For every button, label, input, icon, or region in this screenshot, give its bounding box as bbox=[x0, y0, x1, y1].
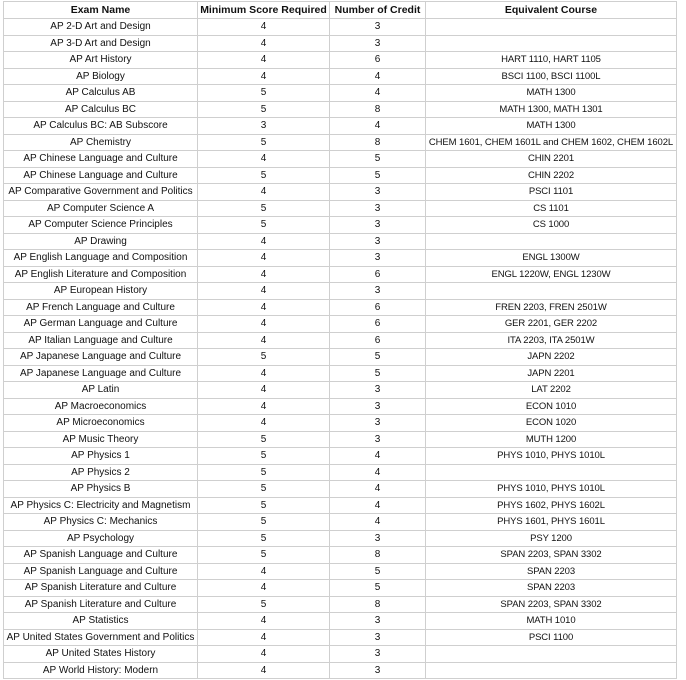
cell-minimum-score[interactable]: 4 bbox=[198, 299, 330, 316]
table-row bbox=[4, 431, 677, 448]
cell-number-of-credit[interactable]: 5 bbox=[330, 365, 426, 382]
cell-exam-name[interactable]: AP Physics 1 bbox=[4, 448, 198, 465]
cell-exam-name[interactable]: AP Physics C: Mechanics bbox=[4, 514, 198, 531]
table-row bbox=[4, 316, 677, 333]
table-row bbox=[4, 464, 677, 481]
cell-equivalent-course[interactable]: JAPN 2201 bbox=[426, 365, 677, 382]
cell-number-of-credit[interactable]: 6 bbox=[330, 332, 426, 349]
cell-exam-name[interactable]: AP Spanish Literature and Culture bbox=[4, 580, 198, 597]
cell-equivalent-course[interactable] bbox=[426, 35, 677, 52]
cell-equivalent-course[interactable]: CHIN 2201 bbox=[426, 151, 677, 168]
cell-exam-name[interactable]: AP 3-D Art and Design bbox=[4, 35, 198, 52]
table-row bbox=[4, 547, 677, 564]
cell-exam-name[interactable]: AP Biology bbox=[4, 68, 198, 85]
cell-number-of-credit[interactable]: 5 bbox=[330, 349, 426, 366]
cell-number-of-credit[interactable]: 4 bbox=[330, 118, 426, 135]
cell-equivalent-course[interactable]: CHEM 1601, CHEM 1601L and CHEM 1602, CHEM 1602L bbox=[426, 134, 677, 151]
cell-minimum-score[interactable]: 4 bbox=[198, 283, 330, 300]
cell-number-of-credit[interactable]: 3 bbox=[330, 200, 426, 217]
cell-minimum-score[interactable]: 5 bbox=[198, 464, 330, 481]
cell-equivalent-course[interactable]: MATH 1300, MATH 1301 bbox=[426, 101, 677, 118]
cell-minimum-score[interactable]: 4 bbox=[198, 580, 330, 597]
cell-number-of-credit[interactable]: 5 bbox=[330, 580, 426, 597]
cell-exam-name[interactable]: AP 2-D Art and Design bbox=[4, 19, 198, 36]
cell-exam-name[interactable]: AP English Language and Composition bbox=[4, 250, 198, 267]
table-row bbox=[4, 250, 677, 267]
cell-exam-name[interactable]: AP Physics C: Electricity and Magnetism bbox=[4, 497, 198, 514]
cell-equivalent-course[interactable]: PHYS 1010, PHYS 1010L bbox=[426, 481, 677, 498]
cell-minimum-score[interactable]: 5 bbox=[198, 85, 330, 102]
cell-equivalent-course[interactable]: PHYS 1601, PHYS 1601L bbox=[426, 514, 677, 531]
cell-number-of-credit[interactable]: 3 bbox=[330, 613, 426, 630]
cell-exam-name[interactable]: AP Japanese Language and Culture bbox=[4, 365, 198, 382]
table-row bbox=[4, 68, 677, 85]
cell-number-of-credit[interactable]: 4 bbox=[330, 85, 426, 102]
table-row bbox=[4, 415, 677, 432]
cell-minimum-score[interactable]: 5 bbox=[198, 101, 330, 118]
cell-number-of-credit[interactable]: 8 bbox=[330, 134, 426, 151]
table-row bbox=[4, 497, 677, 514]
table-row bbox=[4, 184, 677, 201]
cell-minimum-score[interactable]: 5 bbox=[198, 448, 330, 465]
cell-minimum-score[interactable]: 4 bbox=[198, 613, 330, 630]
cell-number-of-credit[interactable]: 3 bbox=[330, 250, 426, 267]
cell-number-of-credit[interactable]: 3 bbox=[330, 415, 426, 432]
cell-number-of-credit[interactable]: 8 bbox=[330, 101, 426, 118]
table-row bbox=[4, 646, 677, 663]
table-row bbox=[4, 85, 677, 102]
cell-number-of-credit[interactable]: 3 bbox=[330, 19, 426, 36]
table-row bbox=[4, 662, 677, 679]
cell-number-of-credit[interactable]: 3 bbox=[330, 629, 426, 646]
cell-equivalent-course[interactable]: CHIN 2202 bbox=[426, 167, 677, 184]
cell-exam-name[interactable]: AP Chinese Language and Culture bbox=[4, 151, 198, 168]
table-row bbox=[4, 382, 677, 399]
table-row bbox=[4, 613, 677, 630]
header-equivalent-course[interactable]: Equivalent Course bbox=[426, 2, 677, 19]
cell-minimum-score[interactable]: 4 bbox=[198, 415, 330, 432]
cell-exam-name[interactable]: AP French Language and Culture bbox=[4, 299, 198, 316]
cell-equivalent-course[interactable]: SPAN 2203, SPAN 3302 bbox=[426, 547, 677, 564]
cell-exam-name[interactable]: AP Psychology bbox=[4, 530, 198, 547]
cell-minimum-score[interactable]: 4 bbox=[198, 68, 330, 85]
cell-exam-name[interactable]: AP United States History bbox=[4, 646, 198, 663]
cell-number-of-credit[interactable]: 3 bbox=[330, 217, 426, 234]
cell-number-of-credit[interactable]: 3 bbox=[330, 184, 426, 201]
cell-exam-name[interactable]: AP Latin bbox=[4, 382, 198, 399]
cell-number-of-credit[interactable]: 3 bbox=[330, 382, 426, 399]
header-number-of-credit[interactable]: Number of Credit bbox=[330, 2, 426, 19]
cell-equivalent-course[interactable] bbox=[426, 233, 677, 250]
cell-exam-name[interactable]: AP Spanish Language and Culture bbox=[4, 547, 198, 564]
cell-number-of-credit[interactable]: 5 bbox=[330, 167, 426, 184]
cell-minimum-score[interactable]: 4 bbox=[198, 629, 330, 646]
cell-minimum-score[interactable]: 4 bbox=[198, 266, 330, 283]
cell-exam-name[interactable]: AP Drawing bbox=[4, 233, 198, 250]
cell-minimum-score[interactable]: 4 bbox=[198, 382, 330, 399]
cell-equivalent-course[interactable]: ENGL 1300W bbox=[426, 250, 677, 267]
cell-minimum-score[interactable]: 5 bbox=[198, 596, 330, 613]
cell-minimum-score[interactable]: 5 bbox=[198, 530, 330, 547]
table-row bbox=[4, 481, 677, 498]
cell-exam-name[interactable]: AP Computer Science A bbox=[4, 200, 198, 217]
cell-exam-name[interactable]: AP World History: Modern bbox=[4, 662, 198, 679]
table-row bbox=[4, 332, 677, 349]
cell-equivalent-course[interactable]: PSCI 1100 bbox=[426, 629, 677, 646]
cell-number-of-credit[interactable]: 3 bbox=[330, 398, 426, 415]
header-minimum-score[interactable]: Minimum Score Required bbox=[198, 2, 330, 19]
cell-equivalent-course[interactable]: CS 1000 bbox=[426, 217, 677, 234]
table-row bbox=[4, 580, 677, 597]
cell-number-of-credit[interactable]: 6 bbox=[330, 316, 426, 333]
cell-equivalent-course[interactable]: ITA 2203, ITA 2501W bbox=[426, 332, 677, 349]
cell-equivalent-course[interactable]: ECON 1020 bbox=[426, 415, 677, 432]
cell-minimum-score[interactable]: 4 bbox=[198, 184, 330, 201]
table-body bbox=[4, 19, 677, 679]
cell-exam-name[interactable]: AP Art History bbox=[4, 52, 198, 69]
cell-number-of-credit[interactable]: 3 bbox=[330, 35, 426, 52]
cell-equivalent-course[interactable]: SPAN 2203 bbox=[426, 580, 677, 597]
table-row bbox=[4, 514, 677, 531]
cell-number-of-credit[interactable]: 4 bbox=[330, 514, 426, 531]
cell-number-of-credit[interactable]: 3 bbox=[330, 233, 426, 250]
header-exam-name[interactable]: Exam Name bbox=[4, 2, 198, 19]
cell-equivalent-course[interactable] bbox=[426, 464, 677, 481]
cell-exam-name[interactable]: AP Japanese Language and Culture bbox=[4, 349, 198, 366]
cell-minimum-score[interactable]: 4 bbox=[198, 563, 330, 580]
cell-exam-name[interactable]: AP Spanish Literature and Culture bbox=[4, 596, 198, 613]
cell-minimum-score[interactable]: 5 bbox=[198, 349, 330, 366]
cell-equivalent-course[interactable] bbox=[426, 19, 677, 36]
table-row bbox=[4, 19, 677, 36]
table-row bbox=[4, 101, 677, 118]
cell-equivalent-course[interactable]: MATH 1300 bbox=[426, 118, 677, 135]
cell-equivalent-course[interactable]: CS 1101 bbox=[426, 200, 677, 217]
cell-exam-name[interactable]: AP Calculus BC bbox=[4, 101, 198, 118]
cell-exam-name[interactable]: AP United States Government and Politics bbox=[4, 629, 198, 646]
cell-equivalent-course[interactable]: HART 1110, HART 1105 bbox=[426, 52, 677, 69]
cell-exam-name[interactable]: AP Physics 2 bbox=[4, 464, 198, 481]
cell-minimum-score[interactable]: 4 bbox=[198, 316, 330, 333]
table-row bbox=[4, 167, 677, 184]
cell-minimum-score[interactable]: 5 bbox=[198, 217, 330, 234]
cell-minimum-score[interactable]: 5 bbox=[198, 200, 330, 217]
table-row bbox=[4, 134, 677, 151]
ap-credit-table bbox=[3, 1, 677, 679]
cell-exam-name[interactable]: AP Comparative Government and Politics bbox=[4, 184, 198, 201]
cell-number-of-credit[interactable]: 4 bbox=[330, 497, 426, 514]
table-row bbox=[4, 200, 677, 217]
cell-number-of-credit[interactable]: 8 bbox=[330, 596, 426, 613]
cell-minimum-score[interactable]: 4 bbox=[198, 662, 330, 679]
table-row bbox=[4, 118, 677, 135]
cell-equivalent-course[interactable]: ENGL 1220W, ENGL 1230W bbox=[426, 266, 677, 283]
header-row bbox=[4, 2, 677, 19]
cell-number-of-credit[interactable]: 8 bbox=[330, 547, 426, 564]
cell-equivalent-course[interactable]: PHYS 1602, PHYS 1602L bbox=[426, 497, 677, 514]
cell-exam-name[interactable]: AP Italian Language and Culture bbox=[4, 332, 198, 349]
table-row bbox=[4, 233, 677, 250]
cell-equivalent-course[interactable]: SPAN 2203, SPAN 3302 bbox=[426, 596, 677, 613]
cell-minimum-score[interactable]: 5 bbox=[198, 481, 330, 498]
cell-number-of-credit[interactable]: 3 bbox=[330, 283, 426, 300]
cell-equivalent-course[interactable]: BSCI 1100, BSCI 1100L bbox=[426, 68, 677, 85]
cell-minimum-score[interactable]: 5 bbox=[198, 514, 330, 531]
cell-number-of-credit[interactable]: 4 bbox=[330, 464, 426, 481]
cell-equivalent-course[interactable]: LAT 2202 bbox=[426, 382, 677, 399]
cell-minimum-score[interactable]: 4 bbox=[198, 250, 330, 267]
cell-minimum-score[interactable]: 5 bbox=[198, 167, 330, 184]
cell-minimum-score[interactable]: 3 bbox=[198, 118, 330, 135]
cell-minimum-score[interactable]: 4 bbox=[198, 19, 330, 36]
cell-exam-name[interactable]: AP Physics B bbox=[4, 481, 198, 498]
cell-number-of-credit[interactable]: 6 bbox=[330, 52, 426, 69]
cell-minimum-score[interactable]: 5 bbox=[198, 431, 330, 448]
table-row bbox=[4, 448, 677, 465]
table-row bbox=[4, 217, 677, 234]
table-row bbox=[4, 629, 677, 646]
cell-equivalent-course[interactable]: MUTH 1200 bbox=[426, 431, 677, 448]
cell-equivalent-course[interactable]: SPAN 2203 bbox=[426, 563, 677, 580]
cell-minimum-score[interactable]: 5 bbox=[198, 547, 330, 564]
cell-number-of-credit[interactable]: 6 bbox=[330, 266, 426, 283]
cell-equivalent-course[interactable]: MATH 1300 bbox=[426, 85, 677, 102]
table-row bbox=[4, 349, 677, 366]
cell-equivalent-course[interactable]: PSCI 1101 bbox=[426, 184, 677, 201]
cell-equivalent-course[interactable] bbox=[426, 646, 677, 663]
cell-number-of-credit[interactable]: 3 bbox=[330, 646, 426, 663]
table-row bbox=[4, 52, 677, 69]
cell-number-of-credit[interactable]: 5 bbox=[330, 151, 426, 168]
table-header bbox=[4, 2, 677, 19]
cell-equivalent-course[interactable]: JAPN 2202 bbox=[426, 349, 677, 366]
cell-exam-name[interactable]: AP Computer Science Principles bbox=[4, 217, 198, 234]
cell-equivalent-course[interactable]: FREN 2203, FREN 2501W bbox=[426, 299, 677, 316]
cell-minimum-score[interactable]: 4 bbox=[198, 233, 330, 250]
cell-exam-name[interactable]: AP Microeconomics bbox=[4, 415, 198, 432]
cell-number-of-credit[interactable]: 4 bbox=[330, 481, 426, 498]
cell-equivalent-course[interactable] bbox=[426, 662, 677, 679]
cell-minimum-score[interactable]: 4 bbox=[198, 398, 330, 415]
cell-exam-name[interactable]: AP Music Theory bbox=[4, 431, 198, 448]
table-row bbox=[4, 596, 677, 613]
table-row bbox=[4, 398, 677, 415]
table-row bbox=[4, 151, 677, 168]
cell-minimum-score[interactable]: 4 bbox=[198, 35, 330, 52]
cell-equivalent-course[interactable]: PHYS 1010, PHYS 1010L bbox=[426, 448, 677, 465]
cell-minimum-score[interactable]: 4 bbox=[198, 151, 330, 168]
cell-exam-name[interactable]: AP Chinese Language and Culture bbox=[4, 167, 198, 184]
cell-exam-name[interactable]: AP Calculus AB bbox=[4, 85, 198, 102]
cell-equivalent-course[interactable] bbox=[426, 283, 677, 300]
cell-equivalent-course[interactable]: PSY 1200 bbox=[426, 530, 677, 547]
table-row bbox=[4, 35, 677, 52]
cell-number-of-credit[interactable]: 3 bbox=[330, 530, 426, 547]
cell-minimum-score[interactable]: 4 bbox=[198, 52, 330, 69]
table-row bbox=[4, 530, 677, 547]
cell-equivalent-course[interactable]: MATH 1010 bbox=[426, 613, 677, 630]
cell-number-of-credit[interactable]: 4 bbox=[330, 68, 426, 85]
cell-minimum-score[interactable]: 4 bbox=[198, 365, 330, 382]
cell-equivalent-course[interactable]: ECON 1010 bbox=[426, 398, 677, 415]
cell-minimum-score[interactable]: 4 bbox=[198, 332, 330, 349]
cell-exam-name[interactable]: AP Statistics bbox=[4, 613, 198, 630]
cell-exam-name[interactable]: AP Macroeconomics bbox=[4, 398, 198, 415]
cell-equivalent-course[interactable]: GER 2201, GER 2202 bbox=[426, 316, 677, 333]
cell-number-of-credit[interactable]: 3 bbox=[330, 431, 426, 448]
table-row bbox=[4, 365, 677, 382]
table-row bbox=[4, 299, 677, 316]
cell-exam-name[interactable]: AP European History bbox=[4, 283, 198, 300]
cell-exam-name[interactable]: AP Calculus BC: AB Subscore bbox=[4, 118, 198, 135]
cell-minimum-score[interactable]: 4 bbox=[198, 646, 330, 663]
cell-exam-name[interactable]: AP German Language and Culture bbox=[4, 316, 198, 333]
cell-exam-name[interactable]: AP Spanish Language and Culture bbox=[4, 563, 198, 580]
table-row bbox=[4, 563, 677, 580]
cell-number-of-credit[interactable]: 3 bbox=[330, 662, 426, 679]
cell-number-of-credit[interactable]: 6 bbox=[330, 299, 426, 316]
table-row bbox=[4, 266, 677, 283]
table-row bbox=[4, 283, 677, 300]
cell-number-of-credit[interactable]: 4 bbox=[330, 448, 426, 465]
cell-number-of-credit[interactable]: 5 bbox=[330, 563, 426, 580]
cell-minimum-score[interactable]: 5 bbox=[198, 497, 330, 514]
cell-exam-name[interactable]: AP English Literature and Composition bbox=[4, 266, 198, 283]
cell-exam-name[interactable]: AP Chemistry bbox=[4, 134, 198, 151]
cell-minimum-score[interactable]: 5 bbox=[198, 134, 330, 151]
